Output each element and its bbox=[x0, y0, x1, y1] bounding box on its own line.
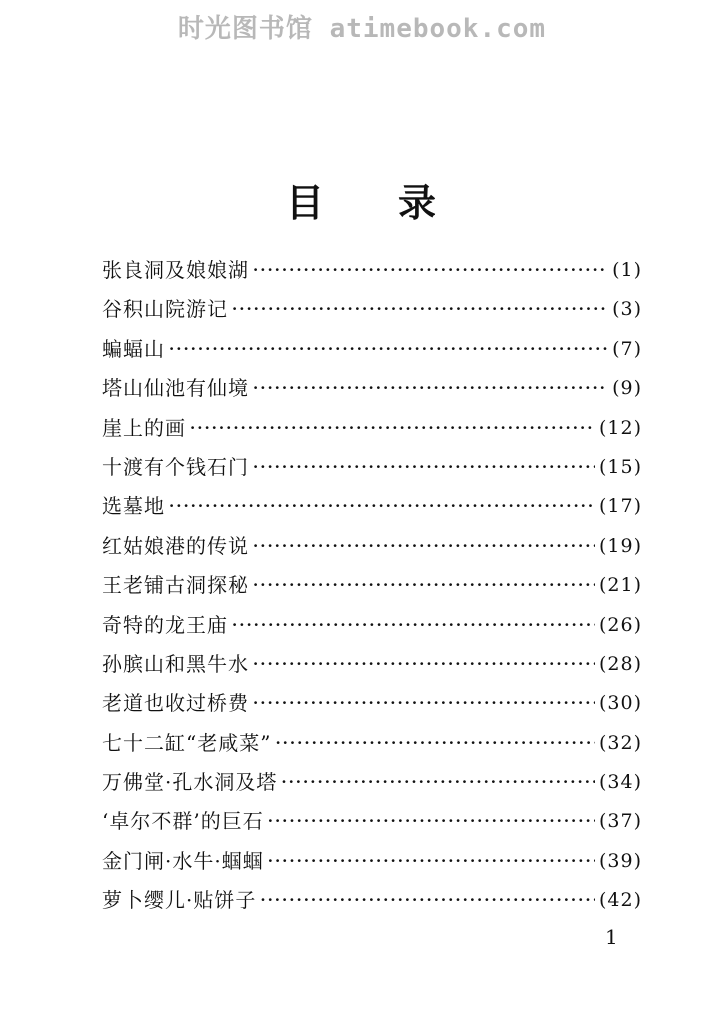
toc-entry-page: (37) bbox=[598, 810, 642, 833]
toc-row[interactable] bbox=[102, 251, 642, 290]
toc-entry-title: 老道也收过桥费 bbox=[102, 691, 249, 716]
toc-entry-page: (9) bbox=[612, 377, 642, 400]
toc-entry-page: (21) bbox=[598, 574, 642, 597]
toc-entry-title: 孙膑山和黑牛水 bbox=[102, 651, 249, 676]
toc-row[interactable] bbox=[102, 842, 642, 881]
toc-leader bbox=[253, 251, 608, 290]
toc-row[interactable] bbox=[102, 566, 642, 605]
toc-entry-page: (3) bbox=[612, 298, 642, 321]
toc-entry-page: (26) bbox=[598, 613, 642, 636]
toc-row[interactable] bbox=[102, 645, 642, 684]
toc-leader bbox=[253, 684, 595, 723]
toc-entry-title: 万佛堂·孔水洞及塔 bbox=[102, 770, 278, 795]
toc-entry-title: 七十二缸“老咸菜” bbox=[102, 730, 272, 755]
toc-leader bbox=[275, 724, 595, 763]
toc-entry-title: 谷积山院游记 bbox=[102, 297, 228, 322]
toc-entry-title: 塔山仙池有仙境 bbox=[102, 376, 249, 401]
toc-entry-title: 蝙蝠山 bbox=[102, 336, 165, 361]
toc-entry-title: 萝卜缨儿·贴饼子 bbox=[102, 888, 257, 913]
toc-leader bbox=[190, 409, 595, 448]
toc-leader bbox=[268, 842, 595, 881]
toc-leader bbox=[232, 606, 595, 645]
toc-leader bbox=[253, 369, 608, 408]
toc-entry-page: (15) bbox=[598, 455, 642, 478]
toc-row[interactable] bbox=[102, 369, 642, 408]
toc-entry-page: (7) bbox=[612, 337, 642, 360]
toc-entry-page: (34) bbox=[598, 771, 642, 794]
toc-row[interactable] bbox=[102, 290, 642, 329]
page-title-second-char: 录 bbox=[398, 181, 439, 225]
toc-entry-title: 十渡有个钱石门 bbox=[102, 454, 249, 479]
toc-leader bbox=[169, 487, 595, 526]
toc-row[interactable] bbox=[102, 330, 642, 369]
toc-row[interactable] bbox=[102, 606, 642, 645]
watermark: 时光图书馆 atimebook.com bbox=[177, 14, 547, 44]
toc-entry-title: 张良洞及娘娘湖 bbox=[102, 257, 249, 282]
page-number: 1 bbox=[605, 925, 618, 949]
toc-entry-title: 奇特的龙王庙 bbox=[102, 612, 228, 637]
toc-leader bbox=[253, 527, 595, 566]
toc-entry-page: (1) bbox=[612, 258, 642, 281]
toc-leader bbox=[232, 290, 608, 329]
toc-row[interactable] bbox=[102, 527, 642, 566]
toc-entry-page: (28) bbox=[598, 652, 642, 675]
toc-leader bbox=[253, 448, 595, 487]
toc-leader bbox=[268, 802, 595, 841]
toc-entry-page: (39) bbox=[598, 849, 642, 872]
toc-row[interactable] bbox=[102, 763, 642, 802]
toc-leader bbox=[253, 645, 595, 684]
toc-leader bbox=[253, 566, 595, 605]
toc-row[interactable] bbox=[102, 881, 642, 920]
toc-entry-title: ‘卓尔不群’的巨石 bbox=[102, 809, 264, 834]
toc-entry-page: (17) bbox=[598, 495, 642, 518]
page-title-first-char: 目 bbox=[285, 181, 326, 225]
toc-leader bbox=[281, 763, 595, 802]
toc-row[interactable] bbox=[102, 487, 642, 526]
toc-entry-page: (12) bbox=[598, 416, 642, 439]
toc-row[interactable] bbox=[102, 802, 642, 841]
toc-leader bbox=[169, 330, 608, 369]
toc-entry-page: (19) bbox=[598, 534, 642, 557]
toc-entry-title: 王老铺古洞探秘 bbox=[102, 573, 249, 598]
toc-row[interactable] bbox=[102, 724, 642, 763]
toc-leader bbox=[260, 881, 595, 920]
toc-entry-title: 选墓地 bbox=[102, 494, 165, 519]
toc-row[interactable] bbox=[102, 448, 642, 487]
toc-entry-page: (30) bbox=[598, 692, 642, 715]
toc-entry-page: (42) bbox=[598, 889, 642, 912]
table-of-contents bbox=[102, 251, 642, 921]
toc-entry-title: 红姑娘港的传说 bbox=[102, 533, 249, 558]
toc-entry-title: 金门闸·水牛·蝈蝈 bbox=[102, 848, 264, 873]
toc-entry-title: 崖上的画 bbox=[102, 415, 186, 440]
toc-row[interactable] bbox=[102, 409, 642, 448]
toc-entry-page: (32) bbox=[598, 731, 642, 754]
toc-row[interactable] bbox=[102, 684, 642, 723]
page-title bbox=[0, 172, 724, 227]
